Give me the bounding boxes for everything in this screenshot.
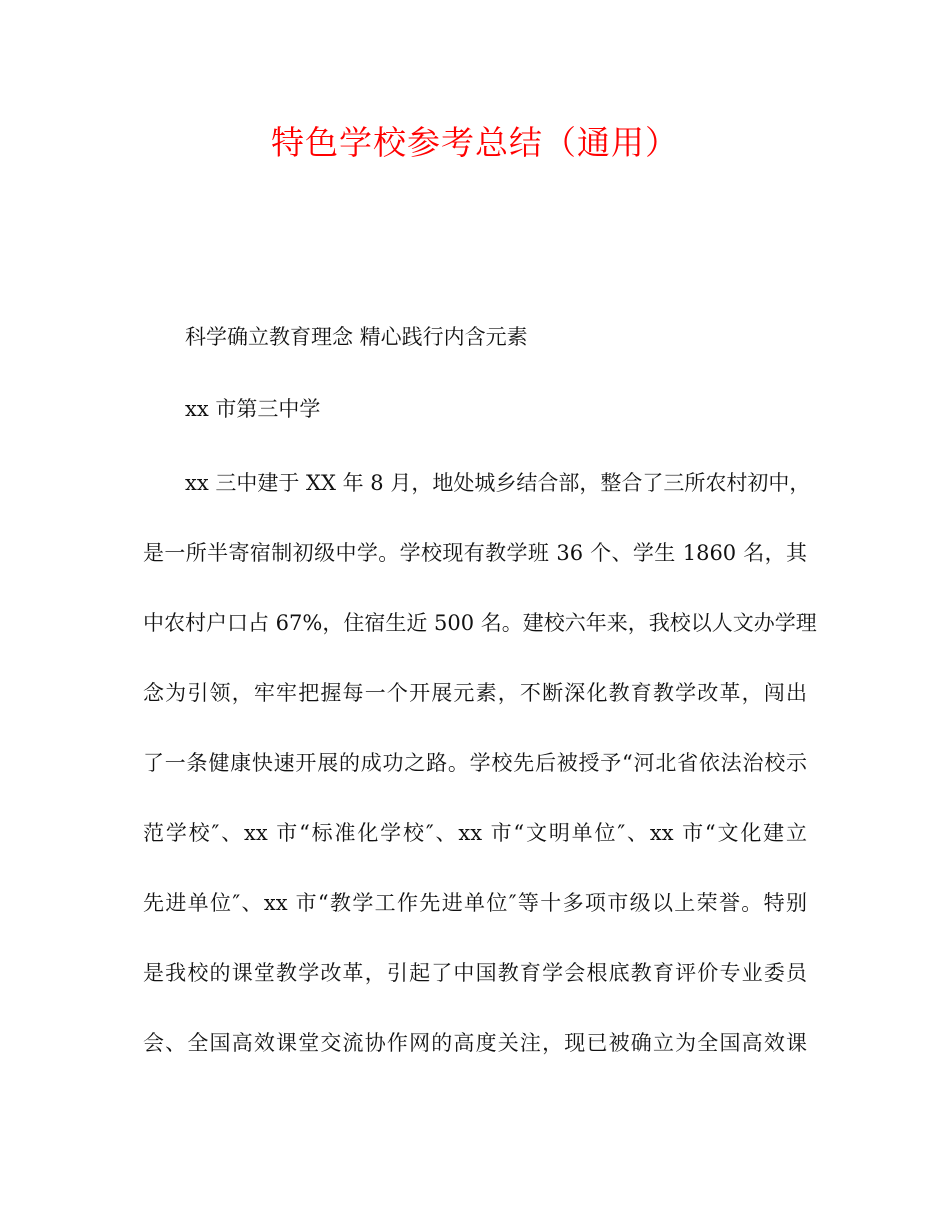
body-line: 先进单位″、xx 市“教学工作先进单位″等十多项市级以上荣誉。特别 [143, 891, 807, 915]
subtitle-line: 科学确立教育理念 精心践行内含元素 [185, 325, 528, 349]
subtitle-paragraph [143, 302, 807, 372]
document-title: 特色学校参考总结（通用） [271, 123, 679, 162]
body-line: 是我校的课堂教学改革，引起了中国教育学会根底教育评价专业委员 [143, 961, 807, 985]
body-line: 念为引领，牢牢把握每一个开展元素，不断深化教育教学改革，闯出 [143, 681, 807, 705]
school-paragraph [143, 374, 807, 444]
body-line: xx 三中建于 XX 年 8 月，地处城乡结合部，整合了三所农村初中， [185, 471, 811, 495]
body-line: 是一所半寄宿制初级中学。学校现有教学班 36 个、学生 1860 名，其 [143, 541, 807, 565]
body-line: 会、全国高效课堂交流协作网的高度关注，现已被确立为全国高效课 [143, 1031, 807, 1055]
body-paragraph [143, 448, 817, 1078]
school-name-line: xx 市第三中学 [185, 397, 321, 421]
body-line: 了一条健康快速开展的成功之路。学校先后被授予“河北省依法治校示 [143, 751, 807, 775]
body-line: 范学校″、xx 市“标准化学校″、xx 市“文明单位″、xx 市“文化建立 [143, 821, 807, 845]
body-line: 中农村户口占 67%，住宿生近 500 名。建校六年来，我校以人文办学理 [143, 611, 817, 635]
